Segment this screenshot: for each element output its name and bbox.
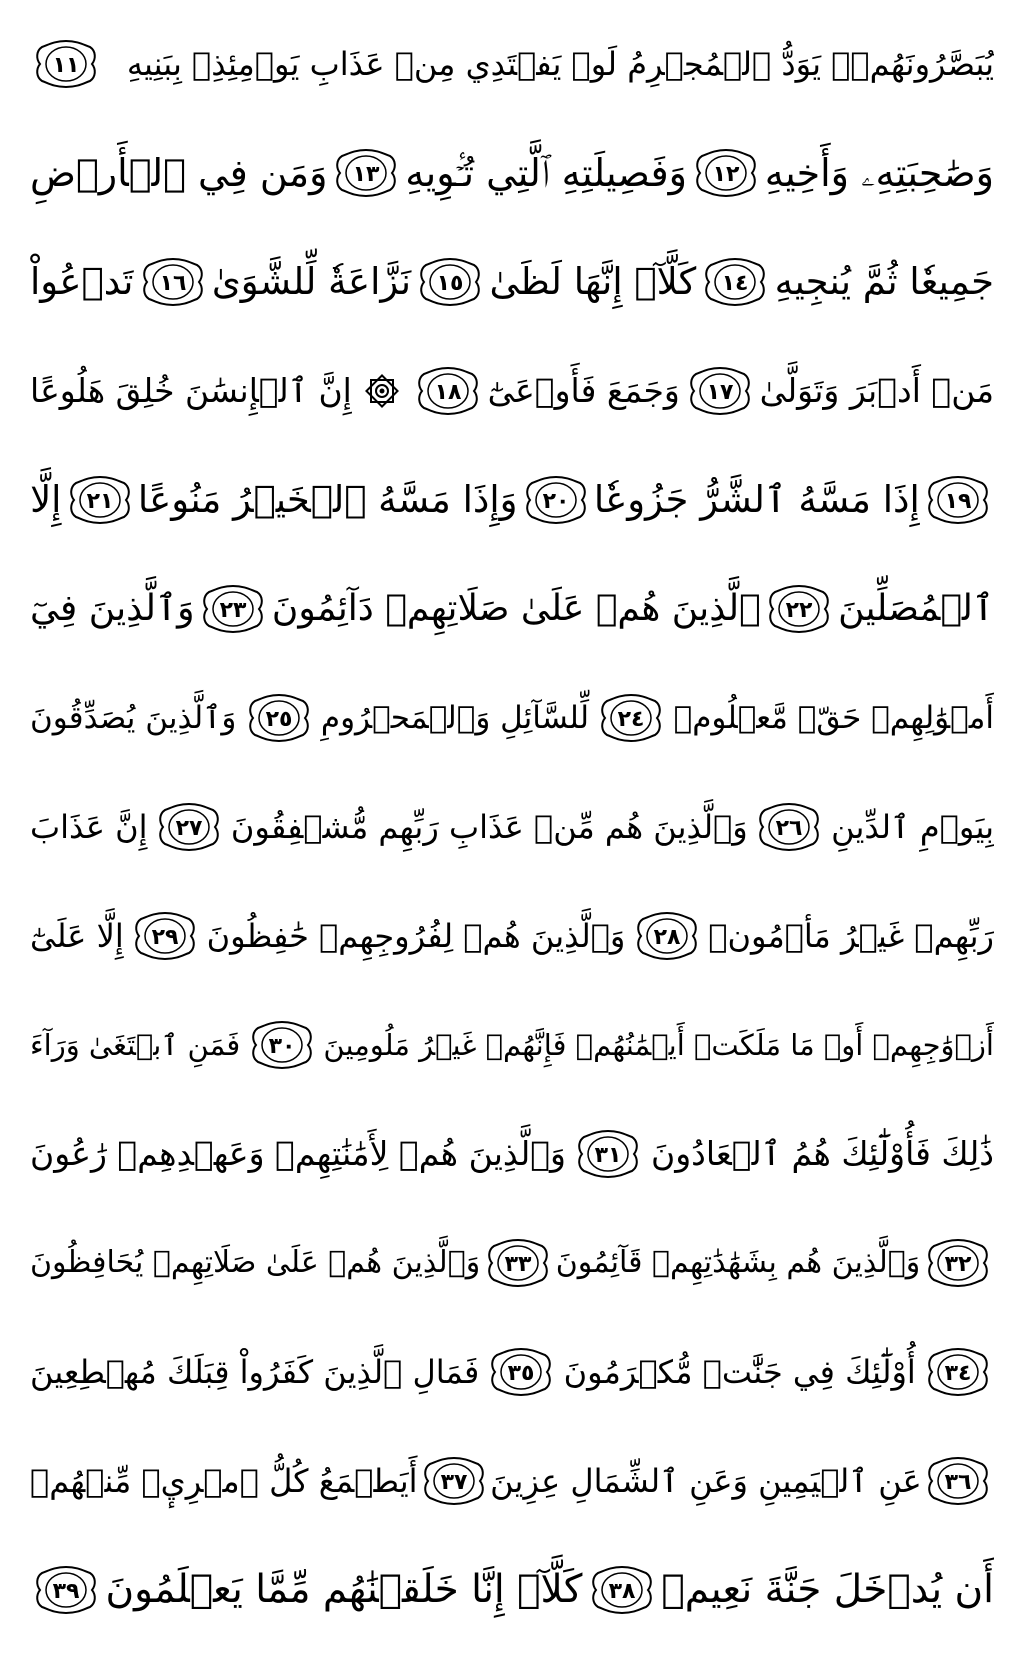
ayah-ornament-icon [926, 1454, 990, 1508]
verse-text: وَٱلَّذِينَ هُمۡ لِأَمَٰنَٰتِهِمۡ وَعَهۡدِهِمۡ رَٰعُونَ [30, 1134, 566, 1173]
text-line [30, 563, 994, 655]
verse-text: إِذَا مَسَّهُ ٱلشَّرُّ جَزُوعٗا [593, 478, 920, 521]
ayah-ornament-icon [416, 364, 480, 418]
ayah-ornament-icon [489, 1345, 553, 1399]
text-line [30, 345, 994, 437]
verse-text: وَمَن فِي ٱلۡأَرۡضِ [30, 151, 328, 195]
ayah-ornament-icon [157, 800, 221, 854]
ayah-number: ١٢ [712, 162, 740, 187]
ayah-number: ٣٦ [944, 1470, 972, 1495]
text-line [30, 781, 994, 873]
ayah-number: ٢٣ [219, 598, 247, 623]
verse-text: وَٱلَّذِينَ هُمۡ عَلَىٰ صَلَاتِهِمۡ يُحَافِظُونَ [30, 1245, 481, 1280]
verse-text: ٱلۡمُصَلِّينَ [838, 588, 994, 629]
ayah-ornament-icon [703, 255, 767, 309]
ayah-number-marker [926, 473, 990, 527]
ayah-ornament-icon [422, 1454, 486, 1508]
ayah-number: ٢١ [86, 489, 114, 514]
ayah-number: ٢٨ [653, 925, 681, 950]
ayah-number-marker [694, 146, 758, 200]
verse-text: وَٱلَّذِينَ هُم مِّنۡ عَذَابِ رَبِّهِم مُّشۡفِقُونَ [230, 808, 748, 846]
ayah-number-marker [418, 255, 482, 309]
verse-text: أُوْلَٰٓئِكَ فِي جَنَّٰتٖ مُّكۡرَمُونَ [563, 1353, 916, 1391]
verse-text: وَصَٰحِبَتِهِۦ وَأَخِيهِ [764, 151, 994, 195]
ayah-number: ٢٩ [151, 925, 179, 950]
ayah-number: ١٨ [434, 380, 462, 405]
ayah-ornament-icon [247, 691, 311, 745]
ayah-number: ٣٢ [944, 1252, 972, 1277]
ayah-number-marker [757, 800, 821, 854]
ayah-number: ٣٥ [508, 1361, 535, 1386]
text-line [30, 236, 994, 328]
ayah-ornament-icon [418, 255, 482, 309]
verse-text: وَجَمَعَ فَأَوۡعَىٰٓ [487, 371, 680, 410]
ayah-number-marker [34, 37, 98, 91]
ayah-number: ١٩ [944, 489, 972, 514]
ayah-ornament-icon [757, 800, 821, 854]
verse-text: وَٱلَّذِينَ فِيٓ [30, 588, 195, 629]
verse-text: أَمۡوَٰلِهِمۡ حَقّٞ مَّعۡلُومٞ [673, 700, 994, 736]
ayah-number-marker [926, 1454, 990, 1508]
ayah-number: ٢٢ [785, 598, 813, 623]
verse-text: رَبِّهِمۡ غَيۡرُ مَأۡمُونٖ [708, 917, 994, 955]
ayah-ornament-icon [635, 909, 699, 963]
ayah-number-marker [201, 582, 265, 636]
ayah-number: ٣٠ [268, 1034, 296, 1059]
verse-text: جَمِيعٗا ثُمَّ يُنجِيهِ [774, 260, 994, 303]
ayah-number-marker [524, 473, 588, 527]
ayah-number: ٢٤ [617, 707, 645, 732]
hizb-marker [362, 371, 402, 411]
ayah-number-marker [688, 364, 752, 418]
ayah-ornament-icon [694, 146, 758, 200]
text-line [30, 1108, 994, 1200]
verse-text: ذَٰلِكَ فَأُوْلَٰٓئِكَ هُمُ ٱلۡعَادُونَ [650, 1134, 994, 1173]
verse-text: فَمَالِ ٱلَّذِينَ كَفَرُواْ قِبَلَكَ مُهۡطِعِينَ [30, 1353, 480, 1391]
ayah-number-marker [250, 1018, 314, 1072]
verse-text: وَٱلَّذِينَ يُصَدِّقُونَ [30, 700, 237, 736]
verse-text: يُبَصَّرُونَهُمۡۚ يَوَدُّ ٱلۡمُجۡرِمُ لَوۡ يَفۡتَدِي مِنۡ عَذَابِ يَوۡمِئِذِۭ بِبَنِيهِ [126, 45, 994, 83]
verse-text: كَلَّآۖ إِنَّهَا لَظَىٰ [489, 260, 697, 303]
verse-text: أَزۡوَٰجِهِمۡ أَوۡ مَا مَلَكَتۡ أَيۡمَٰنُهُمۡ فَإِنَّهُمۡ غَيۡرُ مَلُومِينَ [323, 1028, 994, 1062]
verse-text: فَمَنِ ٱبۡتَغَىٰ وَرَآءَ [30, 1028, 241, 1062]
text-line [30, 1544, 994, 1636]
ayah-number-marker [34, 1563, 98, 1617]
text-line [30, 127, 994, 219]
ayah-number: ١٣ [352, 162, 380, 187]
text-line [30, 1217, 994, 1309]
ayah-ornament-icon [926, 473, 990, 527]
ayah-number-marker [141, 255, 205, 309]
ayah-number-marker [133, 909, 197, 963]
verse-text: وَٱلَّذِينَ هُمۡ لِفُرُوجِهِمۡ حَٰفِظُونَ [206, 917, 626, 955]
text-line [30, 672, 994, 764]
ayah-number-marker [590, 1563, 654, 1617]
verse-text: وَإِذَا مَسَّهُ ٱلۡخَيۡرُ مَنُوعًا [137, 478, 518, 521]
ayah-number-marker [576, 1127, 640, 1181]
ayah-number: ٣٨ [608, 1579, 636, 1604]
ayah-number-marker [486, 1236, 550, 1290]
ayah-ornament-icon [688, 364, 752, 418]
ayah-number: ١٦ [159, 271, 187, 296]
ayah-number-marker [926, 1345, 990, 1399]
verse-text: وَفَصِيلَتِهِ ٱلَّتِي تُـٔۡوِيهِ [405, 151, 687, 195]
verse-text: أَيَطۡمَعُ كُلُّ ٱمۡرِيٕٖ مِّنۡهُمۡ [30, 1462, 418, 1500]
text-line [30, 454, 994, 546]
ayah-number-marker [703, 255, 767, 309]
verse-text: عَنِ ٱلۡيَمِينِ وَعَنِ ٱلشِّمَالِ عِزِينَ [490, 1462, 922, 1500]
text-line [30, 999, 994, 1091]
verse-text: أَن يُدۡخَلَ جَنَّةَ نَعِيمٖ [661, 1567, 994, 1612]
ayah-number: ١١ [52, 53, 80, 78]
ayah-number-marker [247, 691, 311, 745]
ayah-ornament-icon [576, 1127, 640, 1181]
text-line [30, 18, 994, 110]
verse-text: نَزَّاعَةٗ لِّلشَّوَىٰ [211, 260, 412, 303]
ayah-ornament-icon [486, 1236, 550, 1290]
verse-text: بِيَوۡمِ ٱلدِّينِ [831, 808, 994, 846]
rub-el-hizb-icon [362, 371, 402, 411]
ayah-number: ١٤ [722, 271, 749, 296]
ayah-number: ٣١ [595, 1143, 622, 1168]
ayah-number: ٣٧ [440, 1470, 468, 1495]
ayah-number: ٢٦ [776, 816, 803, 841]
verse-text: كَلَّآۖ إِنَّا خَلَقۡنَٰهُم مِّمَّا يَعۡلَمُونَ [105, 1567, 583, 1612]
verse-text: إِلَّا عَلَىٰٓ [30, 917, 124, 955]
ayah-number: ١٥ [436, 271, 464, 296]
ayah-number: ٢٠ [542, 489, 570, 514]
ayah-ornament-icon [524, 473, 588, 527]
ayah-ornament-icon [250, 1018, 314, 1072]
verse-text: إِنَّ عَذَابَ [30, 808, 148, 846]
ayah-ornament-icon [767, 582, 831, 636]
ayah-ornament-icon [68, 473, 132, 527]
ayah-number-marker [767, 582, 831, 636]
ayah-ornament-icon [334, 146, 398, 200]
ayah-number: ١٧ [706, 380, 734, 405]
ayah-number: ٣٩ [52, 1579, 80, 1604]
verse-text: إِنَّ ٱلۡإِنسَٰنَ خُلِقَ هَلُوعًا [30, 371, 352, 410]
ayah-number-marker [416, 364, 480, 418]
ayah-number: ٢٥ [265, 707, 293, 732]
ayah-number: ٢٧ [175, 816, 203, 841]
ayah-number-marker [635, 909, 699, 963]
ayah-number: ٣٤ [944, 1361, 972, 1386]
ayah-ornament-icon [926, 1345, 990, 1399]
ayah-ornament-icon [926, 1236, 990, 1290]
ayah-ornament-icon [133, 909, 197, 963]
ayah-number-marker [334, 146, 398, 200]
ayah-number-marker [926, 1236, 990, 1290]
ayah-ornament-icon [34, 1563, 98, 1617]
verse-text: لِّلسَّآئِلِ وَٱلۡمَحۡرُومِ [320, 700, 590, 736]
ayah-ornament-icon [599, 691, 663, 745]
ayah-number-marker [68, 473, 132, 527]
ayah-number-marker [489, 1345, 553, 1399]
verse-text: وَٱلَّذِينَ هُم بِشَهَٰدَٰتِهِمۡ قَآئِمُونَ [555, 1245, 921, 1280]
ayah-number-marker [599, 691, 663, 745]
ayah-ornament-icon [201, 582, 265, 636]
ayah-number: ٣٣ [504, 1252, 532, 1277]
verse-text: مَنۡ أَدۡبَرَ وَتَوَلَّىٰ [759, 371, 994, 410]
verse-text: ٱلَّذِينَ هُمۡ عَلَىٰ صَلَاتِهِمۡ دَآئِمُونَ [271, 588, 761, 629]
text-line [30, 1326, 994, 1418]
ayah-number-marker [157, 800, 221, 854]
text-line [30, 1435, 994, 1527]
verse-text: تَدۡعُواْ [30, 260, 134, 303]
verse-text: إِلَّا [30, 478, 62, 521]
ayah-number-marker [422, 1454, 486, 1508]
ayah-ornament-icon [590, 1563, 654, 1617]
ayah-ornament-icon [34, 37, 98, 91]
ayah-ornament-icon [141, 255, 205, 309]
text-line [30, 890, 994, 982]
